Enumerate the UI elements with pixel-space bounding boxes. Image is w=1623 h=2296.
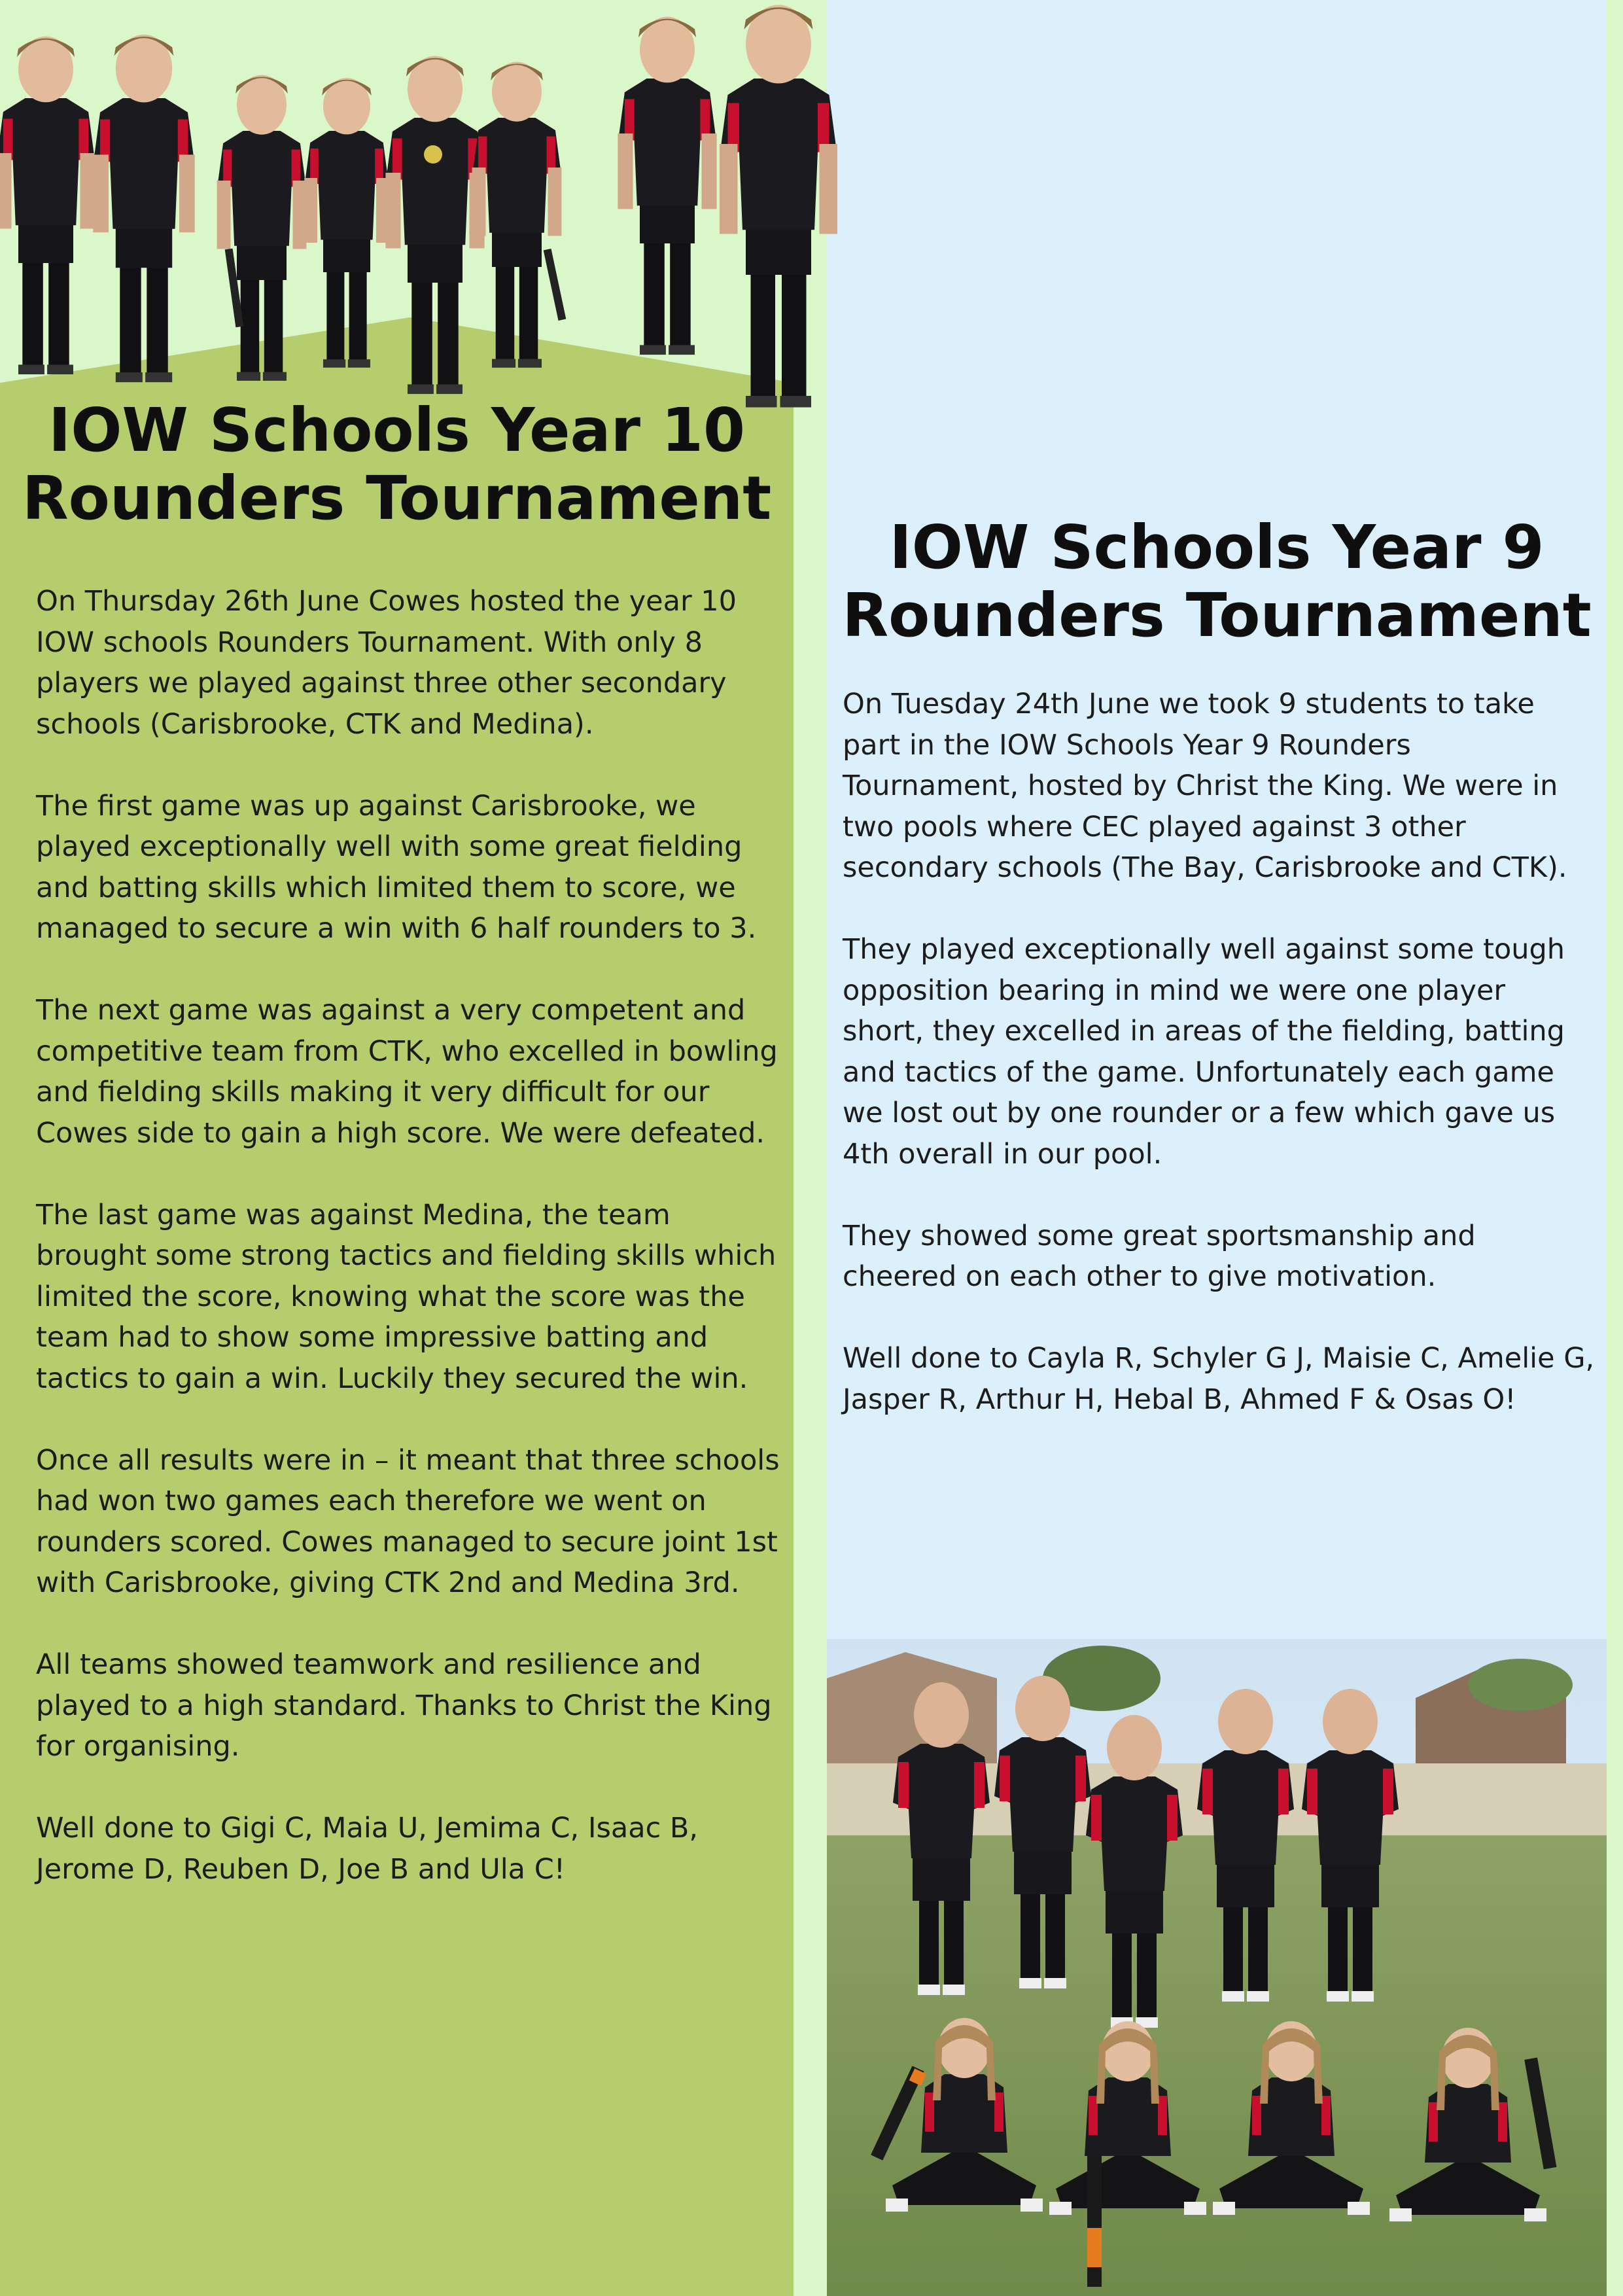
- year10-article: [36, 581, 782, 1890]
- year10-paragraph: Once all results were in – it meant that three schools had won two games each therefore we went on rounders scored. Cowes managed to secure joint 1st with Carisbrooke, giving CTK 2nd and Medina 3rd.: [36, 1443, 780, 1599]
- year9-title: IOW Schools Year 9 Rounders Tournament: [842, 512, 1592, 650]
- year10-title: IOW Schools Year 10 Rounders Tournament: [22, 395, 772, 533]
- year10-paragraph: On Thursday 26th June Cowes hosted the year 10 IOW schools Rounders Tournament. With only 8 players we played against three other secondary schools (Carisbrooke, CTK and Medina).: [36, 585, 737, 741]
- year10-paragraph: The last game was against Medina, the team brought some strong tactics and fielding skills which limited the score, knowing what the score was the team had to show some impressive batting and tactics to gain a win. Luckily they secured the win.: [36, 1198, 777, 1395]
- year9-paragraph: They played exceptionally well against some tough opposition bearing in mind we were one player short, they excelled in areas of the fielding, batting and tactics of the game. Unfortunately each game we lost out by one rounder or a few which gave us 4th overall in our pool.: [843, 933, 1565, 1171]
- year10-paragraph: The first game was up against Carisbrooke, we played exceptionally well with some great fielding and batting skills which limited them to score, we managed to secure a win with 6 half rounders to 3.: [36, 789, 757, 945]
- year9-paragraph: They showed some great sportsmanship and cheered on each other to give motivation.: [843, 1219, 1476, 1293]
- year10-team-photo: [0, 0, 864, 451]
- year10-paragraph: All teams showed teamwork and resilience and played to a high standard. Thanks to Christ the King for organising.: [36, 1648, 772, 1763]
- year9-paragraph: On Tuesday 24th June we took 9 students to take part in the IOW Schools Year 9 Rounders Tournament, hosted by Christ the King. We were in two pools where CEC played against 3 other secondary schools (The Bay, Carisbrooke and CTK).: [843, 688, 1567, 884]
- year9-article: [843, 684, 1595, 1420]
- year9-paragraph: Well done to Cayla R, Schyler G J, Maisie C, Amelie G, Jasper R, Arthur H, Hebal B, Ahmed F & Osas O!: [843, 1342, 1595, 1416]
- year9-team-photo: [827, 1639, 1607, 2296]
- year10-paragraph: Well done to Gigi C, Maia U, Jemima C, Isaac B, Jerome D, Reuben D, Joe B and Ula C!: [36, 1812, 699, 1886]
- year10-paragraph: The next game was against a very competent and competitive team from CTK, who excelled in bowling and fielding skills making it very difficult for our Cowes side to gain a high score. We were defeated.: [36, 994, 778, 1150]
